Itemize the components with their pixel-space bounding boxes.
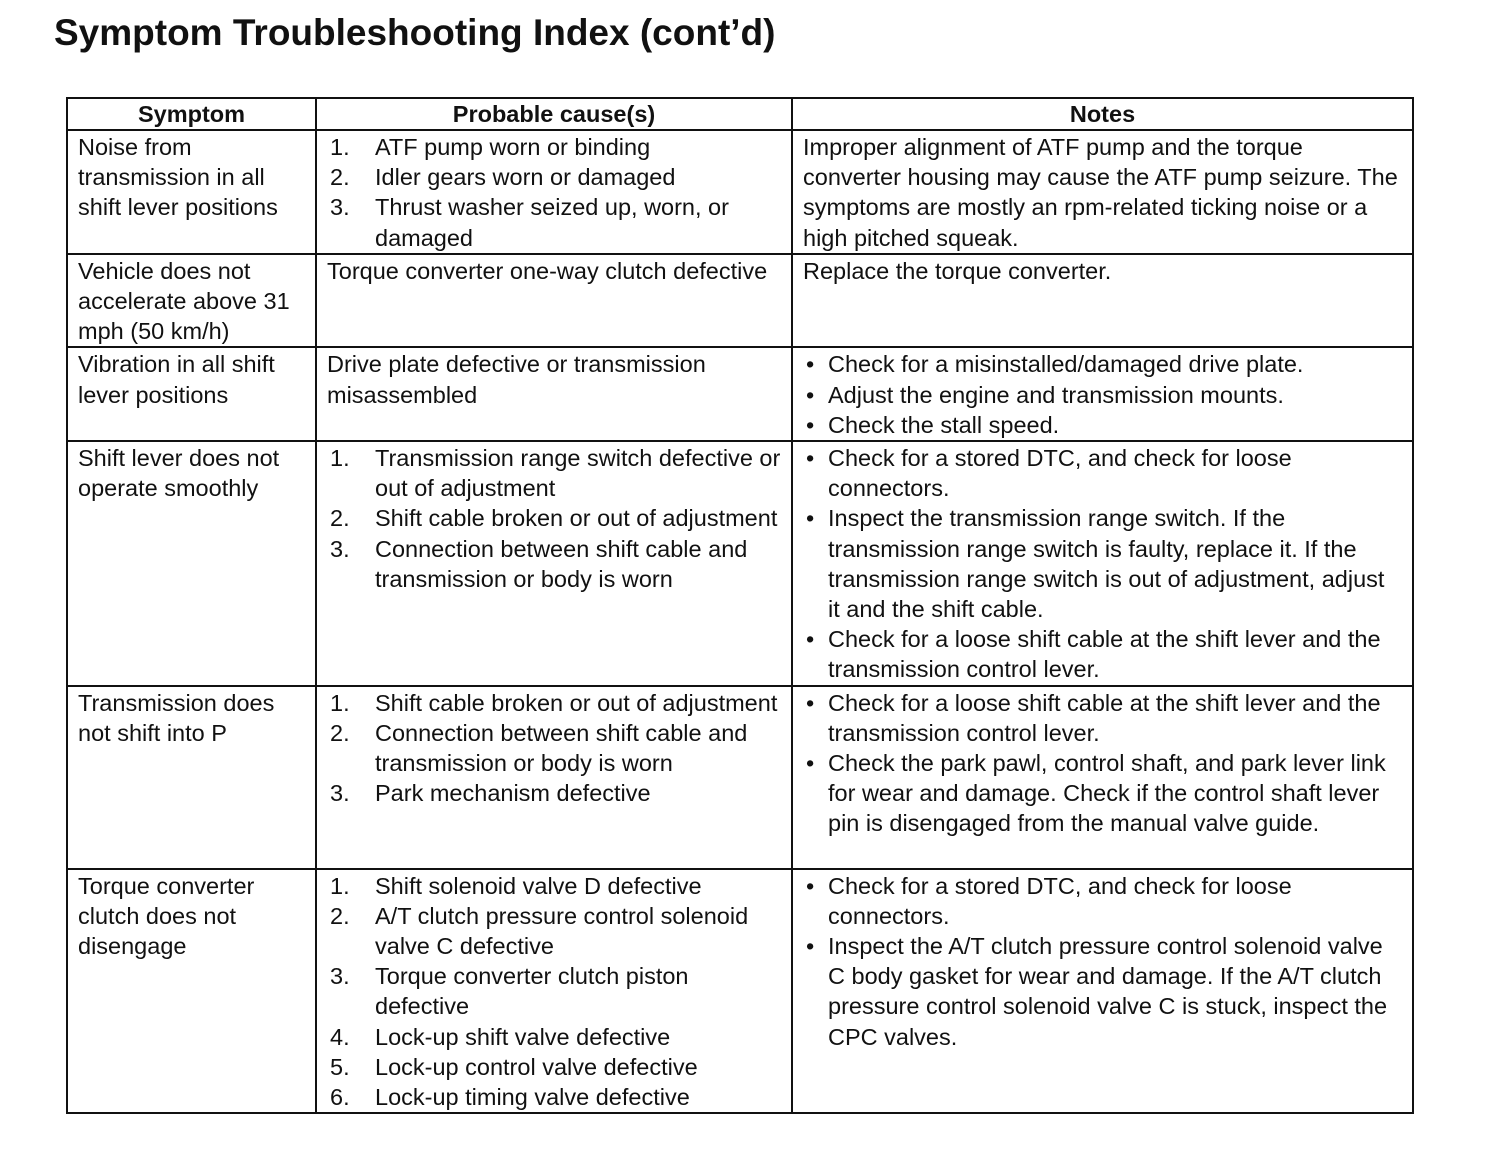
cause-number: 3.: [330, 535, 350, 562]
notes-list: [803, 871, 1402, 1052]
header-notes: Notes: [792, 98, 1413, 130]
notes-cell: [792, 686, 1413, 869]
notes-list: [803, 349, 1402, 440]
table-row: [67, 130, 1413, 254]
notes-cell: [792, 441, 1413, 686]
cause-number: 2.: [330, 164, 350, 191]
symptom-cell: Transmission does not shift into P: [67, 686, 316, 869]
note-item: • Check for a loose shift cable at the shift lever and the transmission control lever.: [803, 624, 1402, 684]
cause-item: [327, 871, 781, 901]
cause-item: [327, 901, 781, 961]
note-item: • Check for a misinstalled/damaged drive plate.: [803, 349, 1402, 379]
cause-item: [327, 132, 781, 162]
cause-number: 1.: [330, 134, 350, 160]
cause-text: Connection between shift cable and transmission or body is worn: [375, 535, 748, 592]
header-probable-causes: Probable cause(s): [316, 98, 792, 130]
symptom-cell: Vehicle does not accelerate above 31 mph (50 km/h): [67, 254, 316, 348]
causes-cell: [316, 869, 792, 1114]
cause-item: [327, 778, 781, 808]
note-item: • Check the park pawl, control shaft, and park lever link for wear and damage. Check if the control shaft lever pin is disengaged from the manual valve guide.: [803, 748, 1402, 839]
table-row: [67, 869, 1413, 1114]
cause-text: Lock-up timing valve defective: [375, 1084, 690, 1111]
cause-number: 2.: [330, 719, 350, 746]
header-symptom: Symptom: [67, 98, 316, 130]
causes-cell: Drive plate defective or transmission misassembled: [316, 347, 792, 441]
notes-cell: [792, 869, 1413, 1114]
note-item: • Check for a stored DTC, and check for loose connectors.: [803, 871, 1402, 931]
cause-number: 2.: [330, 505, 350, 532]
cause-item: [327, 1052, 781, 1082]
causes-list: [327, 132, 781, 253]
causes-cell: [316, 441, 792, 686]
cause-text: Transmission range switch defective or out of adjustment: [375, 445, 781, 502]
cause-item: [327, 443, 781, 503]
cause-text: Connection between shift cable and transmission or body is worn: [375, 719, 748, 777]
causes-cell: [316, 686, 792, 869]
causes-cell: Torque converter one-way clutch defective: [316, 254, 792, 348]
cause-text: Lock-up shift valve defective: [375, 1023, 671, 1050]
cause-number: 6.: [330, 1084, 350, 1111]
cause-text: Shift solenoid valve D defective: [375, 872, 702, 899]
symptom-troubleshooting-table: [66, 97, 1414, 1114]
cause-text: A/T clutch pressure control solenoid valve C defective: [375, 902, 749, 960]
table-row: [67, 686, 1413, 869]
page-title: Symptom Troubleshooting Index (cont’d): [54, 12, 776, 53]
cause-text: ATF pump worn or binding: [375, 134, 651, 160]
cause-item: [327, 718, 781, 778]
cause-number: 4.: [330, 1023, 350, 1050]
table-header-row: [67, 98, 1413, 130]
symptom-cell: Vibration in all shift lever positions: [67, 347, 316, 441]
cause-item: [327, 162, 781, 192]
cause-text: Idler gears worn or damaged: [375, 164, 676, 191]
cause-text: Thrust washer seized up, worn, or damaged: [375, 194, 729, 251]
cause-item: [327, 534, 781, 594]
cause-text: Park mechanism defective: [375, 780, 651, 807]
cause-item: [327, 688, 781, 718]
symptom-cell: Torque converter clutch does not disengage: [67, 869, 316, 1114]
cause-number: 3.: [330, 963, 350, 990]
table-row: [67, 347, 1413, 441]
cause-item: [327, 503, 781, 533]
causes-list: [327, 443, 781, 594]
cause-number: 5.: [330, 1053, 350, 1080]
note-item: • Adjust the engine and transmission mounts.: [803, 380, 1402, 410]
table-row: [67, 254, 1413, 348]
cause-item: [327, 1082, 781, 1112]
cause-number: 3.: [330, 780, 350, 807]
cause-number: 3.: [330, 194, 350, 221]
note-item: • Check for a stored DTC, and check for loose connectors.: [803, 443, 1402, 503]
notes-cell: Replace the torque converter.: [792, 254, 1413, 348]
cause-number: 1.: [330, 872, 350, 899]
table-row: [67, 441, 1413, 686]
notes-cell: [792, 347, 1413, 441]
cause-number: 1.: [330, 445, 350, 472]
cause-text: Lock-up control valve defective: [375, 1053, 698, 1080]
cause-number: 2.: [330, 902, 350, 929]
note-item: • Inspect the A/T clutch pressure control solenoid valve C body gasket for wear and damage. If the A/T clutch pressure control solenoid valve C is stuck, inspect the CPC valves.: [803, 931, 1402, 1052]
symptom-cell: Shift lever does not operate smoothly: [67, 441, 316, 686]
causes-list: [327, 688, 781, 809]
cause-text: Shift cable broken or out of adjustment: [375, 689, 778, 716]
causes-cell: [316, 130, 792, 254]
cause-number: 1.: [330, 689, 350, 716]
cause-text: Shift cable broken or out of adjustment: [375, 505, 778, 532]
note-item: • Inspect the transmission range switch. If the transmission range switch is faulty, replace it. If the transmission range switch is out of adjustment, adjust it and the shift cable.: [803, 503, 1402, 624]
symptom-cell: Noise from transmission in all shift lever positions: [67, 130, 316, 254]
note-item: • Check for a loose shift cable at the shift lever and the transmission control lever.: [803, 688, 1402, 748]
notes-list: [803, 688, 1402, 839]
note-item: • Check the stall speed.: [803, 410, 1402, 440]
causes-list: [327, 871, 781, 1113]
notes-cell: Improper alignment of ATF pump and the torque converter housing may cause the ATF pump seizure. The symptoms are mostly an rpm-related ticking noise or a high pitched squeak.: [792, 130, 1413, 254]
cause-item: [327, 192, 781, 252]
cause-item: [327, 1022, 781, 1052]
cause-item: [327, 961, 781, 1021]
notes-list: [803, 443, 1402, 685]
cause-text: Torque converter clutch piston defective: [375, 963, 689, 1020]
